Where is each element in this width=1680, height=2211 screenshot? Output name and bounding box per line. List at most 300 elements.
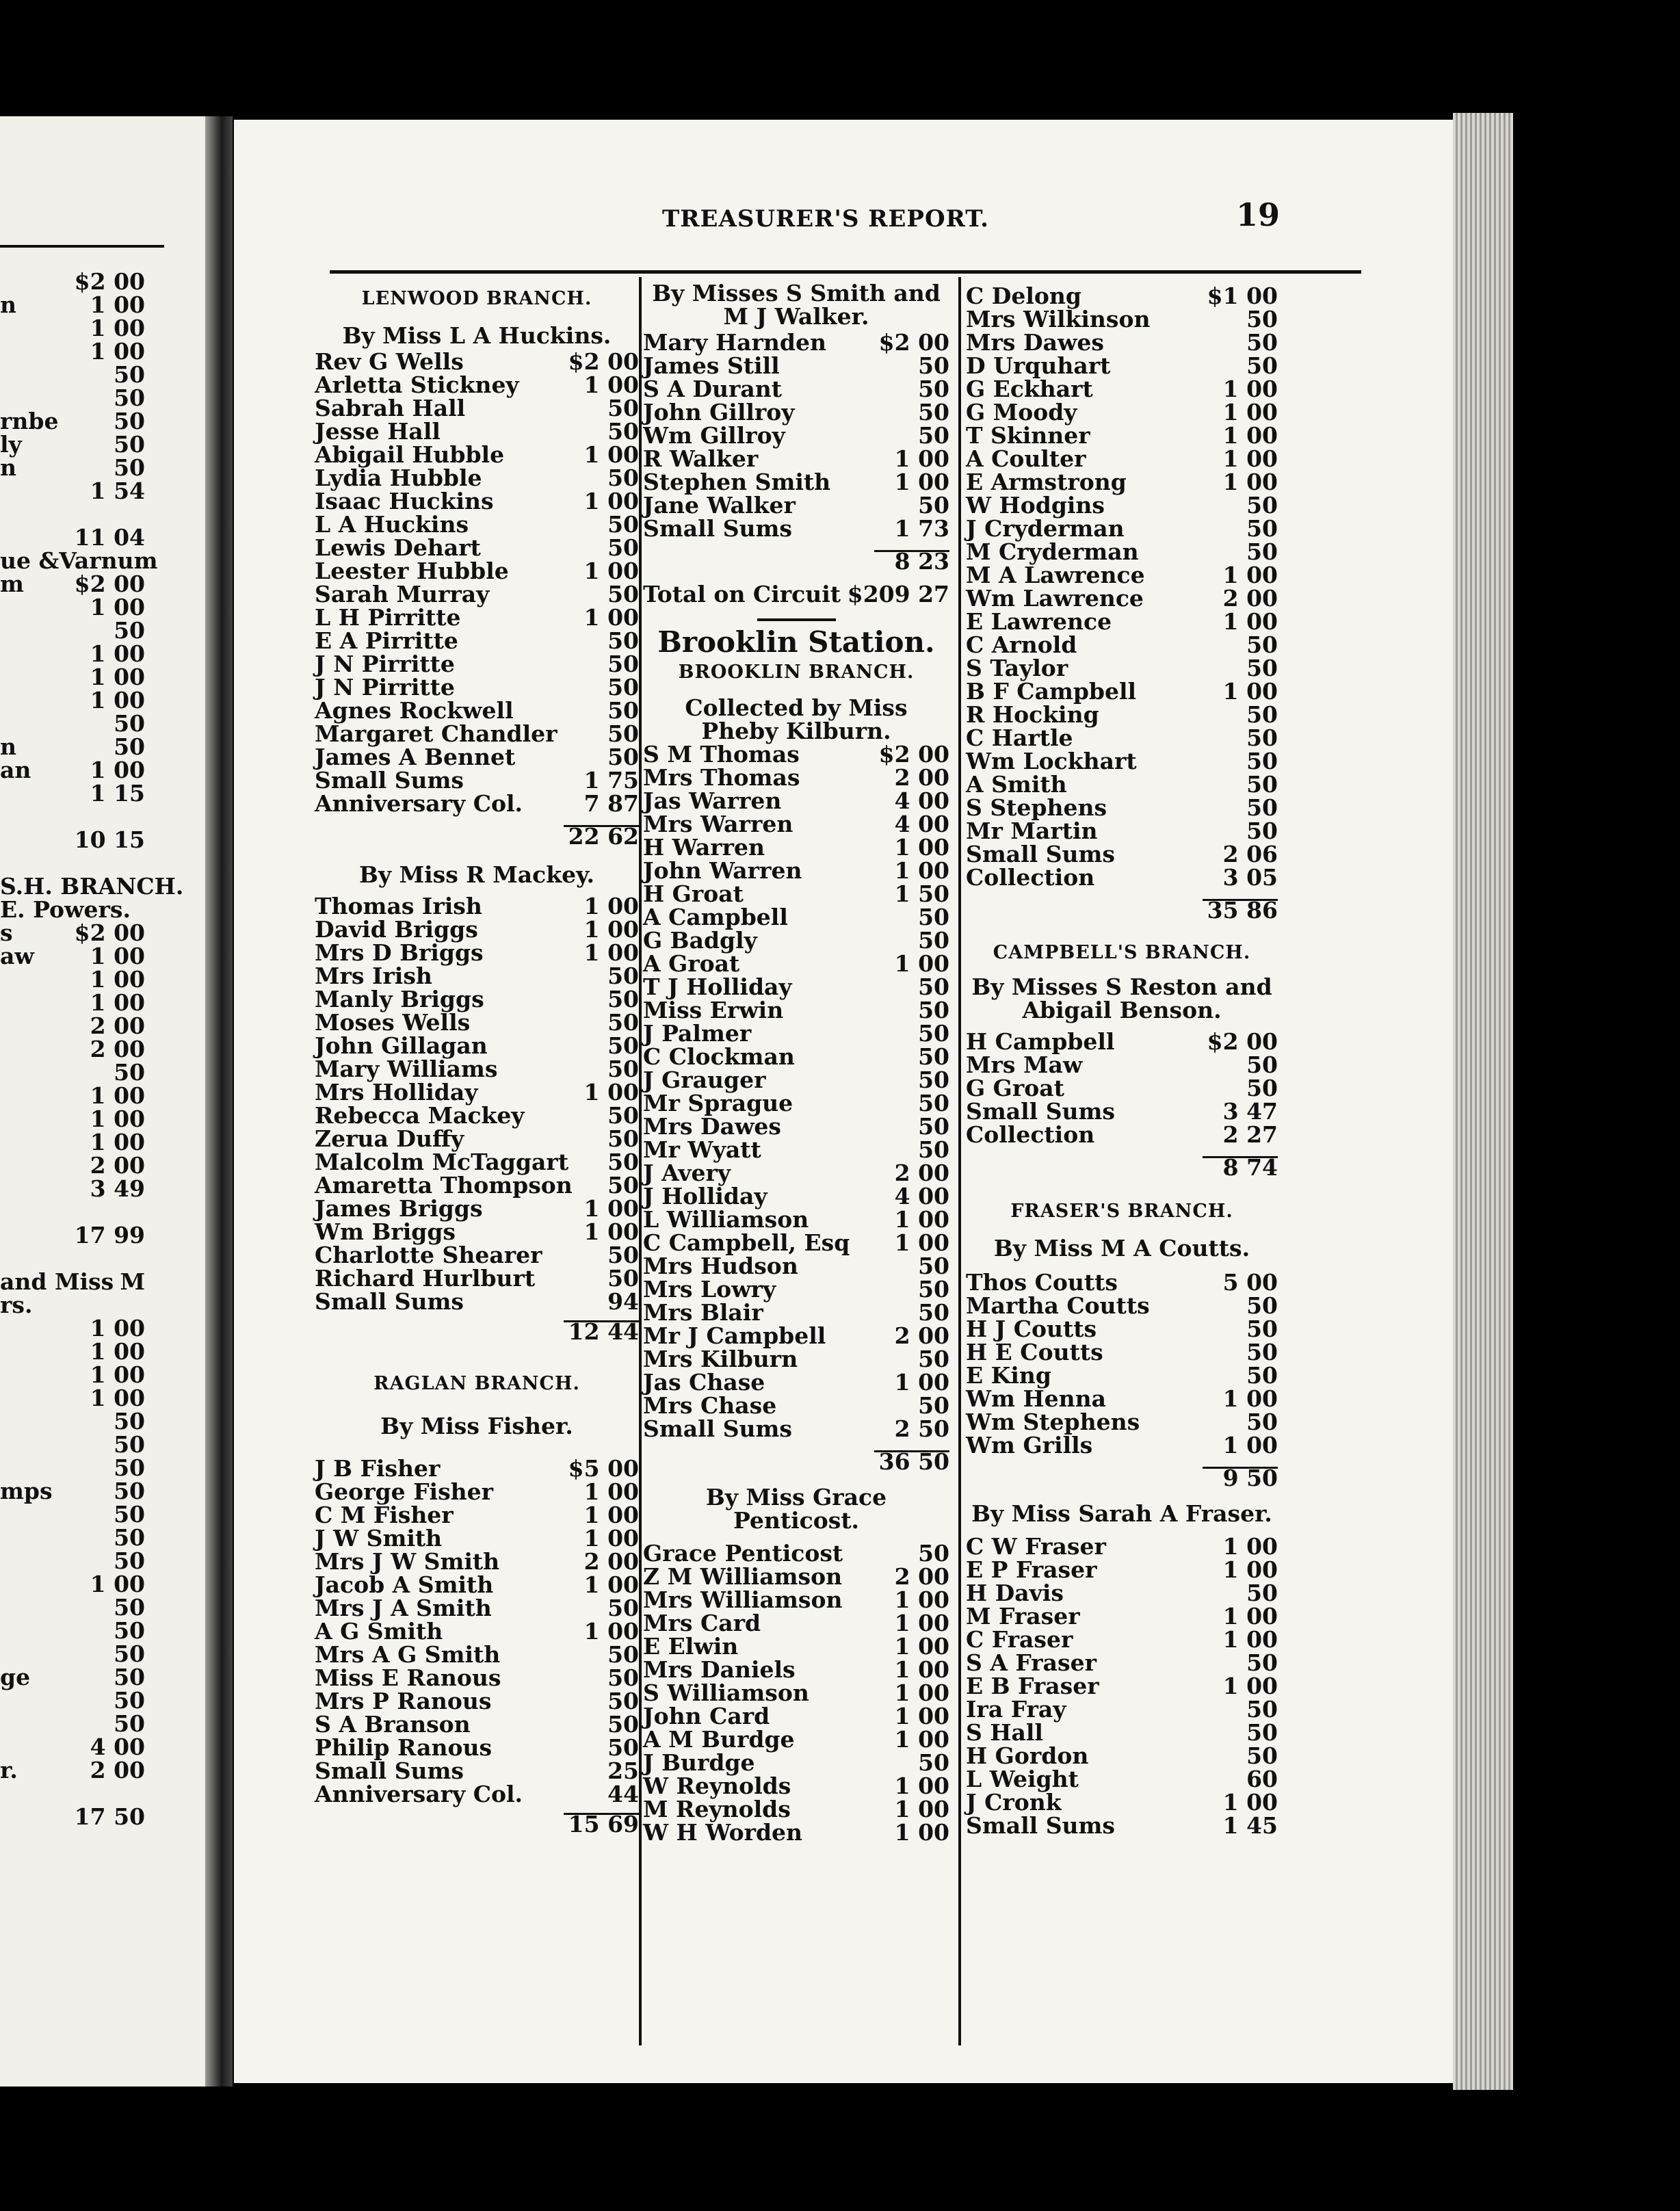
donor-name: Collection [966,1121,1095,1148]
left-page-amount: 50 [114,1478,145,1504]
subtotal-amount: 9 50 [1222,1465,1278,1491]
left-page-label: n [0,733,16,760]
left-page-amount: 1 00 [90,687,145,714]
donor-name: W Hodgins [966,492,1105,519]
left-page-amount: 2 00 [90,1036,145,1062]
donor-name: S Williamson [643,1679,809,1706]
donation-amount: 1 00 [583,893,639,919]
donation-list [315,895,639,1313]
collector-byline: By Miss M A Coutts. [993,1235,1250,1261]
donation-amount: 94 [607,1288,639,1315]
left-page-amount: 4 00 [90,1734,145,1760]
donation-row [643,1772,949,1799]
donation-row [643,1255,949,1278]
donation-amount: 50 [607,465,639,491]
donation-row [315,1081,639,1104]
donation-row [315,1058,639,1081]
donation-row [966,587,1278,610]
donor-name: Miss E Ranous [315,1664,501,1691]
donation-row [966,1698,1278,1721]
subtotal [966,899,1278,922]
donor-name: Mr Sprague [643,1090,793,1116]
donor-name: Mrs Kilburn [643,1346,798,1372]
donation-amount: 50 [607,651,639,677]
left-page-label: and Miss [0,1268,114,1295]
donation-row [315,490,639,513]
donation-row [643,836,949,859]
donor-name: Agnes Rockwell [315,697,514,724]
donor-name: Grace Penticost [643,1540,843,1567]
donation-row [315,676,639,699]
donation-amount: 50 [918,973,949,1000]
donor-name: Wm Grills [966,1432,1093,1458]
donor-name: J Grauger [643,1067,766,1093]
donation-amount: 50 [607,1032,639,1059]
donation-amount: $2 00 [1207,1028,1278,1055]
donor-name: Miss Erwin [643,997,784,1023]
donation-amount: 50 [1246,631,1278,658]
donor-name: David Briggs [315,916,478,943]
left-page-amount: 1 00 [90,1385,145,1411]
donor-name: A Campbell [643,904,788,930]
donor-name: Jane Walker [643,492,796,519]
left-page-label: n [0,291,16,318]
page-edge-stack [1453,113,1513,2090]
donor-name: E Armstrong [966,469,1127,495]
left-page-amount: 50 [114,1617,145,1644]
donation-list [643,1542,949,1844]
circuit-total-label: Total on Circuit [643,581,841,607]
donation-amount: 50 [1246,352,1278,379]
section-heading: LENWOOD BRANCH. [361,288,592,309]
donation-amount: 2 50 [894,1415,949,1442]
left-page-amount: 1 00 [90,1082,145,1109]
donation-row [643,1022,949,1045]
donation-amount: 2 27 [1222,1121,1278,1148]
donation-amount: 1 00 [894,1206,949,1233]
donation-amount: 1 00 [583,1502,639,1528]
collector-byline: By Miss Fisher. [380,1413,573,1439]
donor-name: Manly Briggs [315,986,484,1012]
donation-amount: 4 00 [894,811,949,837]
donation-amount: 50 [918,376,949,402]
donation-amount: 1 00 [1222,1626,1278,1653]
donation-row [643,1417,949,1441]
donation-amount: 1 00 [583,604,639,631]
donation-amount: 50 [918,1067,949,1093]
donation-amount: 50 [918,1392,949,1419]
donor-name: Mrs D Briggs [315,939,484,966]
donation-row [643,331,949,354]
subtotal-amount: 35 86 [1207,897,1278,924]
donor-name: Moses Wells [315,1009,471,1036]
donation-amount: 50 [1246,1292,1278,1319]
donor-name: Mrs Card [643,1610,761,1636]
donation-amount: 1 00 [1222,1385,1278,1412]
donation-row [315,1011,639,1034]
donation-amount: 1 00 [1222,376,1278,402]
left-page-amount: 11 04 [74,524,145,551]
station-title: Brooklin Station. [657,625,935,659]
donor-name: Martha Coutts [966,1292,1150,1319]
section-heading: RAGLAN BRANCH. [373,1373,580,1394]
donor-name: J N Pirritte [315,651,455,677]
donation-amount: $2 00 [568,348,639,375]
donor-name: C Arnold [966,631,1077,658]
left-page-amount: 50 [114,1501,145,1528]
left-page-amount: 50 [114,733,145,760]
donor-name: Mrs J A Smith [315,1595,492,1621]
donation-row [643,1045,949,1069]
donation-amount: 50 [1246,538,1278,565]
donation-row [315,1643,639,1666]
donation-row [315,536,639,560]
donation-amount: 50 [1246,1719,1278,1746]
collector-byline: By Misses S Smith and M J Walker. [652,280,941,330]
donor-name: Margaret Chandler [315,720,557,747]
left-page-amount: 50 [114,1547,145,1574]
donor-name: Mrs Thomas [643,764,800,791]
donation-amount: 1 00 [894,1726,949,1753]
donation-row [643,906,949,929]
donation-row [966,308,1278,331]
donor-name: George Fisher [315,1478,494,1505]
donor-name: H Warren [643,834,765,861]
donation-amount: 50 [607,418,639,445]
donation-row [966,724,1278,751]
donation-row [966,1744,1278,1768]
donation-amount: 50 [607,511,639,538]
left-page-amount: 1 00 [90,1338,145,1365]
donation-amount: 1 00 [1222,399,1278,426]
donation-row [315,1713,639,1736]
donor-name: John Gillagan [315,1032,488,1059]
donation-row [643,859,949,882]
donation-row [966,1768,1278,1791]
donation-amount: 50 [918,1113,949,1140]
donation-amount: 1 00 [1222,469,1278,495]
left-page-amount: 1 00 [90,1315,145,1342]
donor-name: C Hartle [966,724,1073,751]
donation-row [643,1635,949,1658]
left-page-amount: 1 00 [90,1129,145,1155]
donor-name: C W Fraser [966,1533,1106,1560]
donor-name: A Smith [966,771,1067,798]
column-divider-1 [639,277,642,2045]
donation-row [643,789,949,813]
subtotal-amount: 12 44 [568,1318,639,1345]
donor-name: Mrs Daniels [643,1656,796,1683]
left-page-amount: 50 [114,617,145,644]
donation-row [966,447,1278,471]
donation-row [643,1565,949,1588]
donation-row [315,371,639,398]
left-page-amount: 3 49 [90,1175,145,1202]
donor-name: B F Campbell [966,678,1137,705]
donation-amount: 1 00 [894,1586,949,1613]
donor-name: J Avery [643,1160,731,1186]
donation-row [643,1348,949,1371]
donation-row [643,1231,949,1255]
donation-amount: 1 00 [894,1229,949,1256]
donor-name: John Gillroy [643,399,795,426]
left-page-amount: 1 00 [90,1571,145,1597]
donation-amount: 2 00 [894,764,949,791]
subtotal [643,1450,949,1474]
donation-row [315,606,639,629]
donation-amount: 50 [607,697,639,724]
left-page-label: rs. [0,1292,33,1318]
subtotal [966,1467,1278,1490]
donation-list [966,1535,1278,1837]
donor-name: E King [966,1362,1051,1389]
subtotal-amount: 22 62 [568,823,639,850]
donor-name: Philip Ranous [315,1734,493,1761]
donor-name: Mrs Lowry [643,1276,776,1303]
donation-row [966,1051,1278,1078]
donation-amount: 50 [607,627,639,654]
donation-amount: 1 00 [1222,1556,1278,1583]
donation-row [966,1341,1278,1364]
section-heading: BROOKLIN BRANCH. [678,662,915,683]
left-page-amount: 1 00 [90,315,145,341]
donation-row [643,1821,949,1844]
donation-row [315,1174,639,1197]
donation-list [966,285,1278,889]
donor-name: S A Branson [315,1711,471,1738]
donation-amount: 25 [607,1757,639,1784]
left-page-amount: 1 00 [90,989,145,1016]
donation-amount: 1 00 [1222,1603,1278,1630]
donation-amount: 50 [607,1734,639,1761]
donation-amount: 50 [607,674,639,701]
donation-row [643,1394,949,1417]
donation-amount: 50 [918,1540,949,1567]
donor-name: H Davis [966,1580,1064,1606]
donor-name: T Skinner [966,422,1090,449]
donation-amount: 1 00 [583,1079,639,1106]
subtotal [966,1156,1278,1179]
donation-amount: 2 00 [583,1548,639,1575]
left-page-amount: 1 00 [90,594,145,620]
donation-amount: 50 [1246,1051,1278,1078]
donor-name: E Elwin [643,1633,739,1660]
donation-row [643,1162,949,1185]
donor-name: S A Durant [643,376,783,402]
donation-row [643,378,949,401]
donor-name: Mr J Campbell [643,1322,826,1349]
donation-amount: 50 [918,1043,949,1070]
donation-row [643,1324,949,1348]
left-page-amount: 1 00 [90,757,145,783]
left-page-amount: 50 [114,1687,145,1714]
donor-name: Wm Gillroy [643,422,785,449]
donor-name: Malcolm McTaggart [315,1149,569,1175]
donation-row [315,746,639,769]
donation-row [643,1069,949,1092]
donation-amount: 1 00 [1222,1533,1278,1560]
donation-row [315,918,639,941]
donation-amount: 50 [607,1711,639,1738]
donor-name: Small Sums [315,1288,464,1315]
donation-amount: 50 [1246,1339,1278,1365]
donor-name: Small Sums [643,1415,793,1442]
collector-byline: By Miss Sarah A Fraser. [971,1500,1272,1527]
donation-amount: 50 [918,927,949,954]
donation-row [966,796,1278,820]
donation-row [966,1387,1278,1411]
donation-row [643,424,949,447]
donation-amount: 1 00 [894,469,949,495]
donation-amount: 44 [607,1781,639,1807]
left-page-amount: 1 15 [90,780,145,807]
donation-amount: 50 [918,1253,949,1279]
donation-list [643,743,949,1441]
donor-name: Lewis Dehart [315,534,481,561]
donation-amount: 50 [918,1749,949,1776]
donation-amount: 50 [607,1149,639,1175]
donation-row [643,1728,949,1751]
donation-row [966,494,1278,517]
donation-amount: 3 05 [1222,864,1278,891]
donor-name: C Delong [966,283,1081,309]
donation-amount: 1 00 [1222,1432,1278,1458]
subtotal [643,550,949,573]
donation-row [315,653,639,676]
left-page-amount: 1 00 [90,664,145,690]
donor-name: James A Bennet [315,744,516,770]
donation-row [315,1666,639,1690]
donation-amount: 1 75 [583,767,639,794]
column-3 [966,283,1278,1839]
subtotal [315,1320,639,1344]
donation-row [966,517,1278,540]
left-page-amount: 1 00 [90,943,145,969]
left-page-label: r. [0,1757,18,1783]
subtotal [315,1813,639,1836]
donor-name: Sabrah Hall [315,395,466,421]
donor-name: Mr Martin [966,817,1098,844]
donor-name: W H Worden [643,1819,803,1846]
donor-name: H J Coutts [966,1316,1097,1342]
left-page-amount: 50 [114,1710,145,1737]
donation-list [315,350,639,815]
donation-amount: 50 [1246,655,1278,681]
donor-name: Small Sums [966,841,1116,867]
donor-name: L H Pirritte [315,604,461,631]
left-page-amount: 50 [114,361,145,388]
donor-name: W Reynolds [643,1772,791,1799]
left-page-amount: M [120,1268,145,1295]
donor-name: H Groat [643,880,744,907]
donation-row [643,1705,949,1728]
donation-row [966,817,1278,844]
donor-name: Mrs A G Smith [315,1641,501,1668]
donation-row [966,1628,1278,1651]
donation-row [315,1034,639,1058]
donation-amount: 1 00 [894,1819,949,1846]
left-page-amount: 50 [114,431,145,458]
left-page-label: m [0,571,24,597]
donation-row [966,1535,1278,1558]
donation-amount: 50 [918,1136,949,1163]
donor-name: H Campbell [966,1028,1115,1055]
donation-row [315,1197,639,1220]
donation-row [966,1558,1278,1582]
donation-row [315,1783,639,1806]
donor-name: James Briggs [315,1195,483,1222]
column-divider-2 [958,277,961,2045]
donor-name: Small Sums [643,515,793,542]
left-page-amount: 1 00 [90,338,145,365]
donation-row [966,1675,1278,1698]
donation-amount: 50 [918,352,949,379]
donation-row [966,750,1278,773]
donor-name: Mrs Warren [643,811,793,837]
donation-row [966,401,1278,424]
collector-byline: Collected by Miss Pheby Kilburn. [685,694,908,744]
donor-name: Mrs P Ranous [315,1688,492,1714]
donation-amount: 1 00 [583,371,639,398]
donation-row [643,1588,949,1612]
donor-name: S M Thomas [643,741,800,768]
donation-amount: 1 00 [894,1703,949,1729]
donor-name: Wm Lawrence [966,585,1144,612]
donor-name: D Urquhart [966,352,1111,379]
donation-row [643,1278,949,1301]
donor-name: Abigail Hubble [315,441,505,468]
left-page-amount: 1 00 [90,1106,145,1132]
donation-row [966,1605,1278,1628]
donation-row [643,1612,949,1635]
donation-row [315,895,639,918]
left-page-fragment [0,116,220,2086]
donation-row [966,285,1278,308]
donation-row [966,378,1278,401]
donation-row [643,1301,949,1324]
donation-amount: 1 00 [583,558,639,584]
donation-amount: $2 00 [878,741,949,768]
donor-name: M Reynolds [643,1796,791,1822]
donation-amount: 50 [607,744,639,770]
donation-amount: 50 [607,1688,639,1714]
left-page-amount: 50 [114,1664,145,1690]
donor-name: Ira Fray [966,1696,1066,1723]
left-page-amount: 1 00 [90,966,145,993]
donation-row [315,1104,639,1127]
donation-row [966,1364,1278,1387]
left-page-amount: 1 00 [90,640,145,667]
donation-row [643,1751,949,1775]
subtotal-amount: 8 74 [1222,1154,1278,1181]
donor-name: L Weight [966,1766,1079,1792]
donation-amount: 50 [1246,1409,1278,1435]
collector-byline: By Misses S Reston and Abigail Benson. [971,973,1272,1023]
donation-amount: 1 00 [583,1571,639,1598]
left-page-label: ge [0,1664,31,1690]
left-page-label: rnbe [0,408,59,434]
donor-name: E Lawrence [966,608,1112,635]
donation-amount: 1 00 [894,1796,949,1822]
left-page-amount: 17 99 [74,1222,145,1248]
donor-name: J Cronk [966,1789,1062,1816]
donation-row [315,769,639,792]
donation-amount: 1 00 [894,1772,949,1799]
donation-row [315,420,639,443]
donation-row [643,401,949,424]
donation-amount: 50 [607,1664,639,1691]
donation-row [966,843,1278,866]
